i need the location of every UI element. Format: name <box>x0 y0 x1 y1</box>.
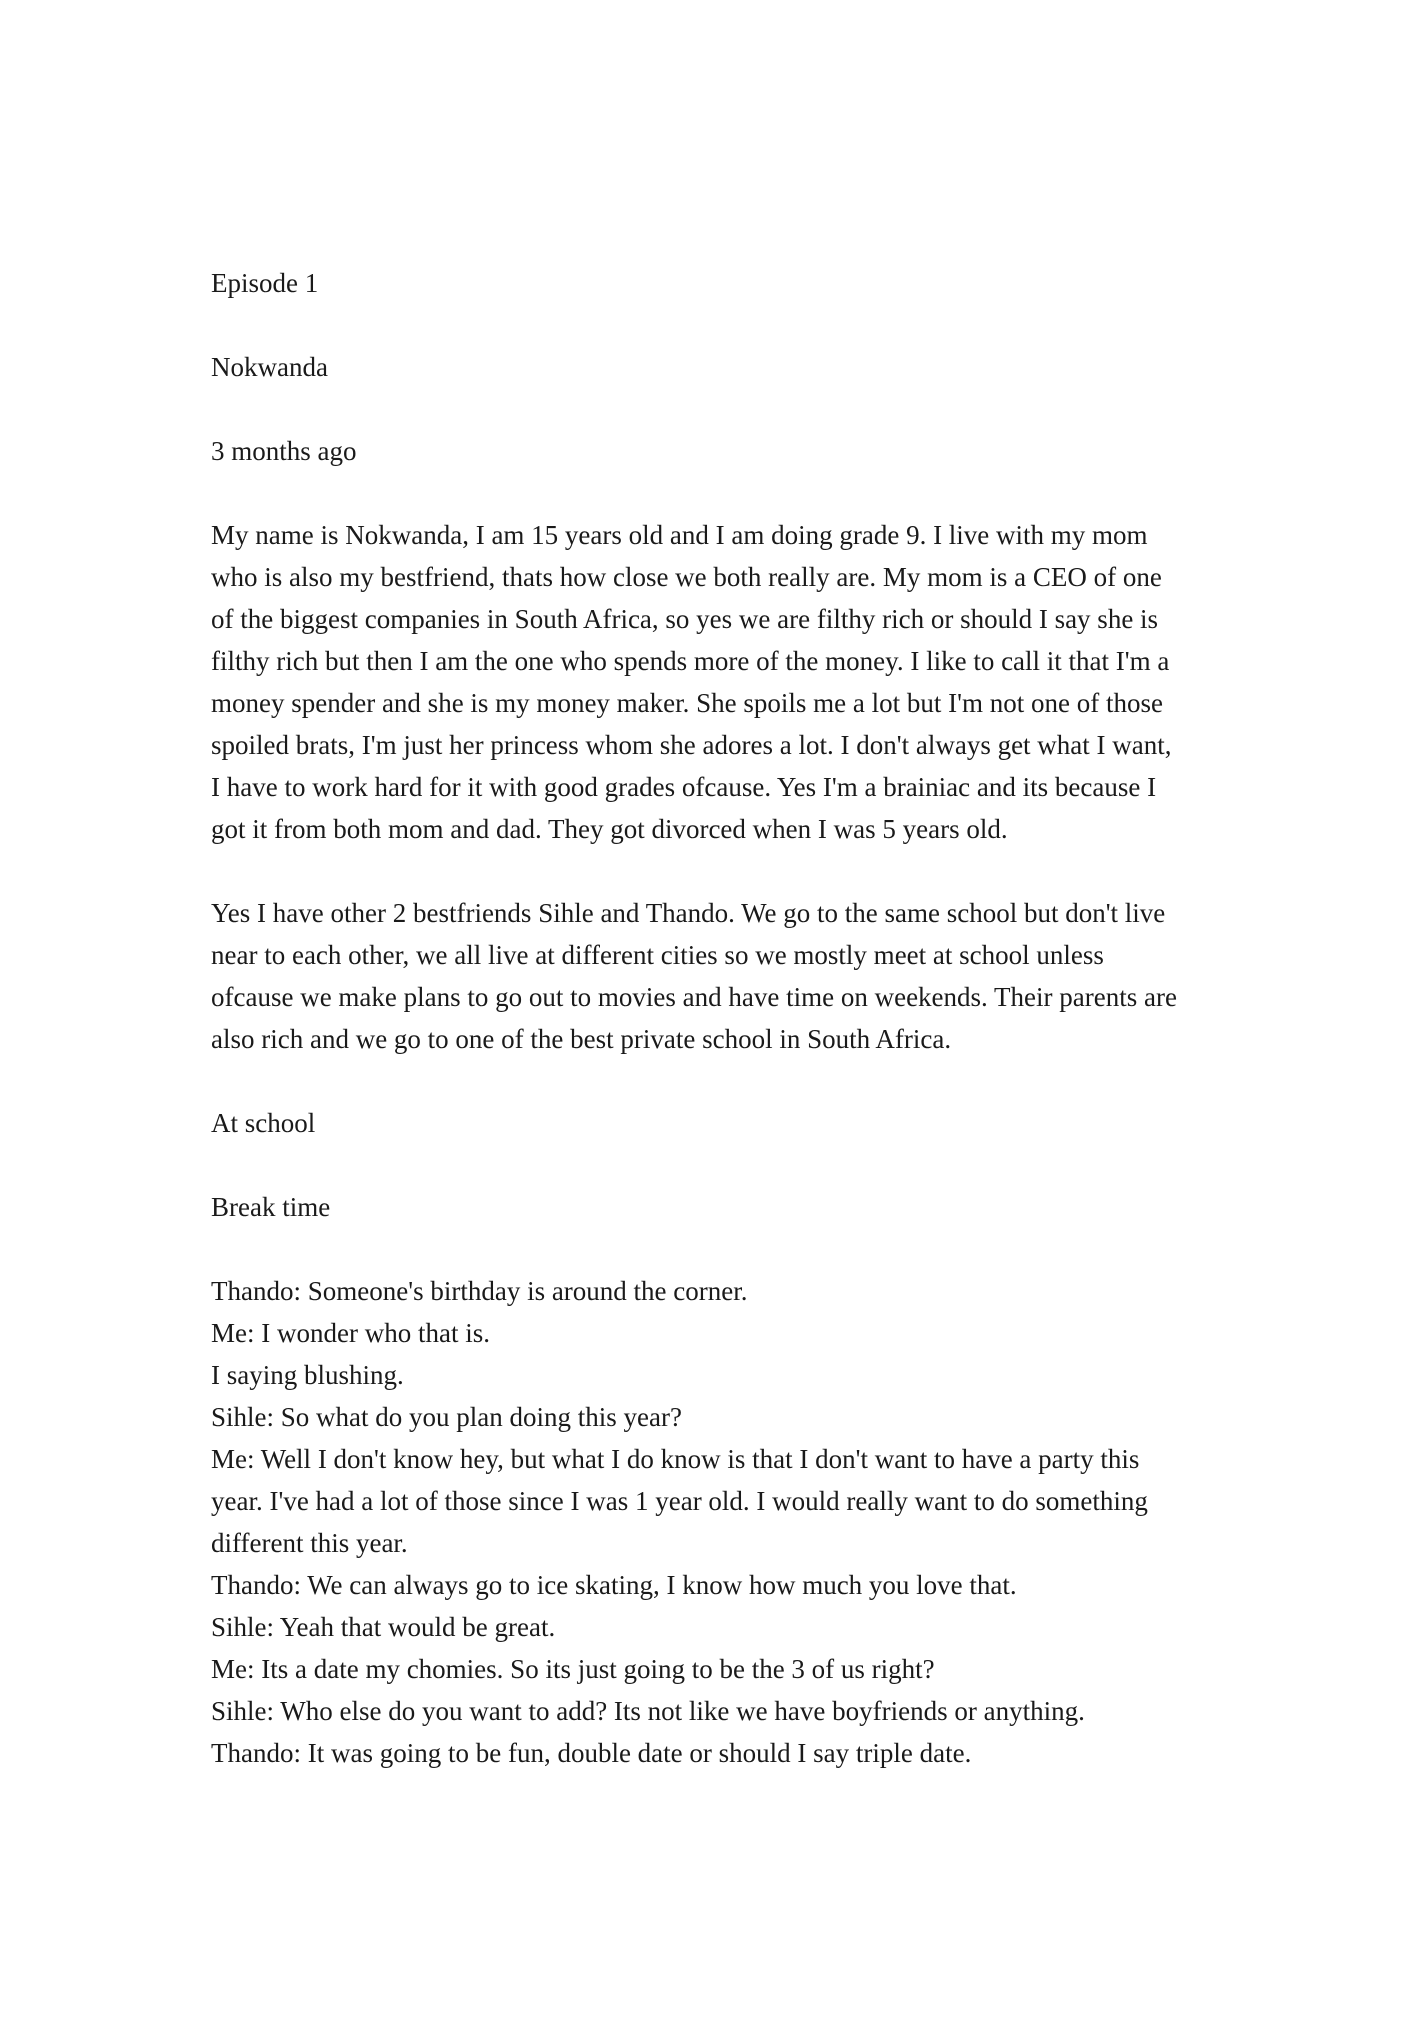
paragraph-line: money spender and she is my money maker. She spoils me a lot but I'm not one of those <box>211 688 1163 718</box>
episode-heading: Episode 1 <box>211 268 319 298</box>
paragraph-line: filthy rich but then I am the one who spends more of the money. I like to call it that I'm a <box>211 646 1170 676</box>
paragraph-line: Yes I have other 2 bestfriends Sihle and Thando. We go to the same school but don't live <box>211 898 1166 928</box>
dialogue-line: Me: Its a date my chomies. So its just going to be the 3 of us right? <box>211 1654 935 1684</box>
dialogue-line: Thando: We can always go to ice skating, I know how much you love that. <box>211 1570 1017 1600</box>
paragraph-line: ofcause we make plans to go out to movies and have time on weekends. Their parents are <box>211 982 1177 1012</box>
intro-paragraph <box>211 514 1231 850</box>
paragraph-line: spoiled brats, I'm just her princess whom she adores a lot. I don't always get what I want, <box>211 730 1172 760</box>
dialogue-block <box>211 1270 1231 1774</box>
paragraph-line: got it from both mom and dad. They got divorced when I was 5 years old. <box>211 814 1008 844</box>
dialogue-line: Sihle: Yeah that would be great. <box>211 1612 556 1642</box>
dialogue-line: Thando: It was going to be fun, double date or should I say triple date. <box>211 1738 972 1768</box>
dialogue-line: I saying blushing. <box>211 1360 404 1390</box>
time-marker: 3 months ago <box>211 436 357 466</box>
dialogue-line: Sihle: So what do you plan doing this year? <box>211 1402 682 1432</box>
narrator-name: Nokwanda <box>211 352 328 382</box>
paragraph-line: also rich and we go to one of the best private school in South Africa. <box>211 1024 952 1054</box>
document-body <box>211 262 1231 1774</box>
dialogue-line: Me: I wonder who that is. <box>211 1318 490 1348</box>
dialogue-line: different this year. <box>211 1528 408 1558</box>
dialogue-line: Thando: Someone's birthday is around the corner. <box>211 1276 748 1306</box>
paragraph-line: of the biggest companies in South Africa, so yes we are filthy rich or should I say she is <box>211 604 1159 634</box>
friends-paragraph <box>211 892 1231 1060</box>
paragraph-line: I have to work hard for it with good grades ofcause. Yes I'm a brainiac and its because I <box>211 772 1157 802</box>
scene-location: At school <box>211 1108 316 1138</box>
scene-time: Break time <box>211 1192 331 1222</box>
dialogue-line: Sihle: Who else do you want to add? Its not like we have boyfriends or anything. <box>211 1696 1085 1726</box>
dialogue-line: year. I've had a lot of those since I was 1 year old. I would really want to do something <box>211 1486 1148 1516</box>
dialogue-line: Me: Well I don't know hey, but what I do know is that I don't want to have a party this <box>211 1444 1140 1474</box>
paragraph-line: My name is Nokwanda, I am 15 years old and I am doing grade 9. I live with my mom <box>211 520 1148 550</box>
paragraph-line: near to each other, we all live at different cities so we mostly meet at school unless <box>211 940 1104 970</box>
paragraph-line: who is also my bestfriend, thats how close we both really are. My mom is a CEO of one <box>211 562 1162 592</box>
